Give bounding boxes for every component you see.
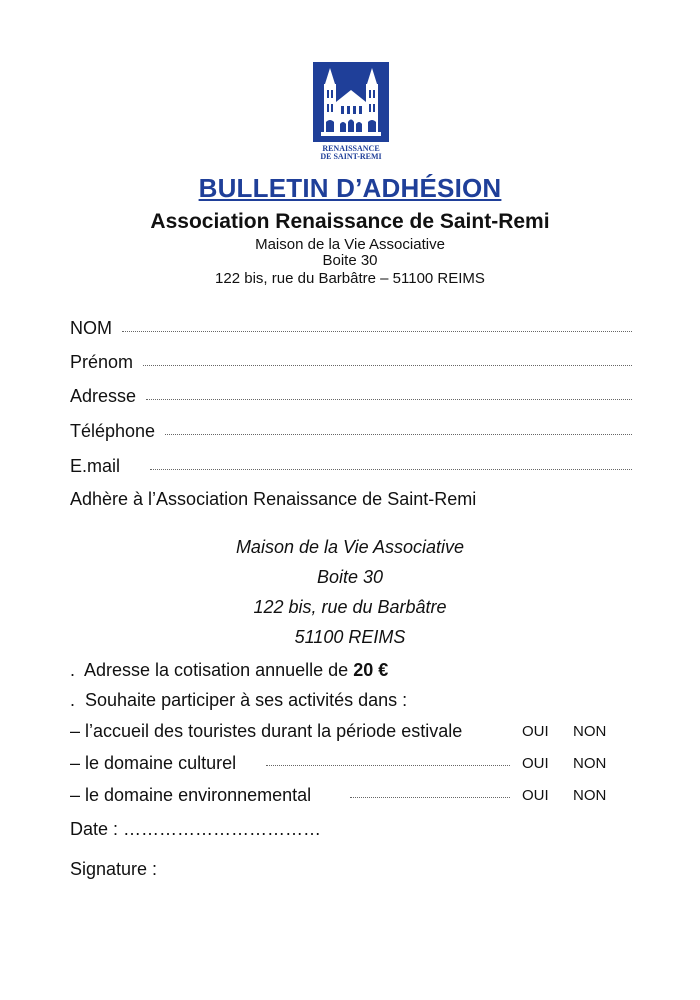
mail-address-line: 122 bis, rue du Barbâtre [253, 597, 447, 617]
logo-text-line2: DE SAINT-REMI [320, 152, 382, 160]
mail-address-line: Boite 30 [316, 567, 384, 587]
mail-address-line: Maison de la Vie Associative [235, 537, 465, 557]
cotisation-text: . Adresse la cotisation annuelle de [70, 660, 354, 680]
header-address-line: Boite 30 [322, 252, 378, 269]
non-option[interactable]: NON [573, 755, 607, 772]
activity-row-culturel [70, 753, 630, 777]
nom-field[interactable] [70, 318, 632, 342]
field-label: Prénom [70, 352, 134, 372]
header-address-line: 122 bis, rue du Barbâtre – 51100 REIMS [215, 270, 485, 287]
association-name: Association Renaissance de Saint-Remi [150, 210, 550, 233]
dotted-fill-line[interactable] [143, 351, 632, 366]
oui-option[interactable]: OUI [522, 787, 549, 804]
field-label: Téléphone [70, 421, 156, 441]
association-logo [313, 62, 389, 160]
activity-row-accueil [70, 721, 630, 745]
oui-option[interactable]: OUI [522, 755, 549, 772]
participation-statement: . Souhaite participer à ses activités dans : [70, 690, 408, 710]
field-label: E.mail [70, 456, 121, 476]
cathedral-logo-icon [313, 62, 389, 160]
non-option[interactable]: NON [573, 787, 607, 804]
non-option[interactable]: NON [573, 723, 607, 740]
header-address-line: Maison de la Vie Associative [255, 236, 445, 253]
dotted-leader [350, 797, 510, 798]
activity-row-environnemental [70, 785, 630, 809]
dotted-fill-line[interactable] [146, 385, 632, 400]
cotisation-amount: 20 € [353, 660, 389, 680]
date-field[interactable]: Date : …………………………… [70, 819, 322, 839]
mail-address-line: 51100 REIMS [294, 627, 406, 647]
field-label: Adresse [70, 386, 137, 406]
telephone-field[interactable] [70, 421, 632, 445]
activity-label: – le domaine environnemental [70, 785, 312, 805]
email-field[interactable] [70, 456, 632, 480]
prenom-field[interactable] [70, 352, 632, 376]
cotisation-statement [70, 660, 388, 681]
signature-field[interactable]: Signature : [70, 859, 158, 879]
dotted-fill-line[interactable] [122, 317, 632, 332]
field-label: NOM [70, 318, 112, 338]
oui-option[interactable]: OUI [522, 723, 549, 740]
activity-label: – le domaine culturel [70, 753, 237, 773]
dotted-leader [266, 765, 510, 766]
adresse-field[interactable] [70, 386, 632, 410]
logo-text-line1: RENAISSANCE [322, 144, 380, 153]
document-title: BULLETIN D’ADHÉSION [198, 173, 502, 203]
adhesion-statement: Adhère à l’Association Renaissance de Saint-Remi [70, 489, 477, 509]
dotted-fill-line[interactable] [150, 455, 632, 470]
activity-label: – l’accueil des touristes durant la période estivale [70, 721, 463, 741]
dotted-fill-line[interactable] [165, 420, 632, 435]
